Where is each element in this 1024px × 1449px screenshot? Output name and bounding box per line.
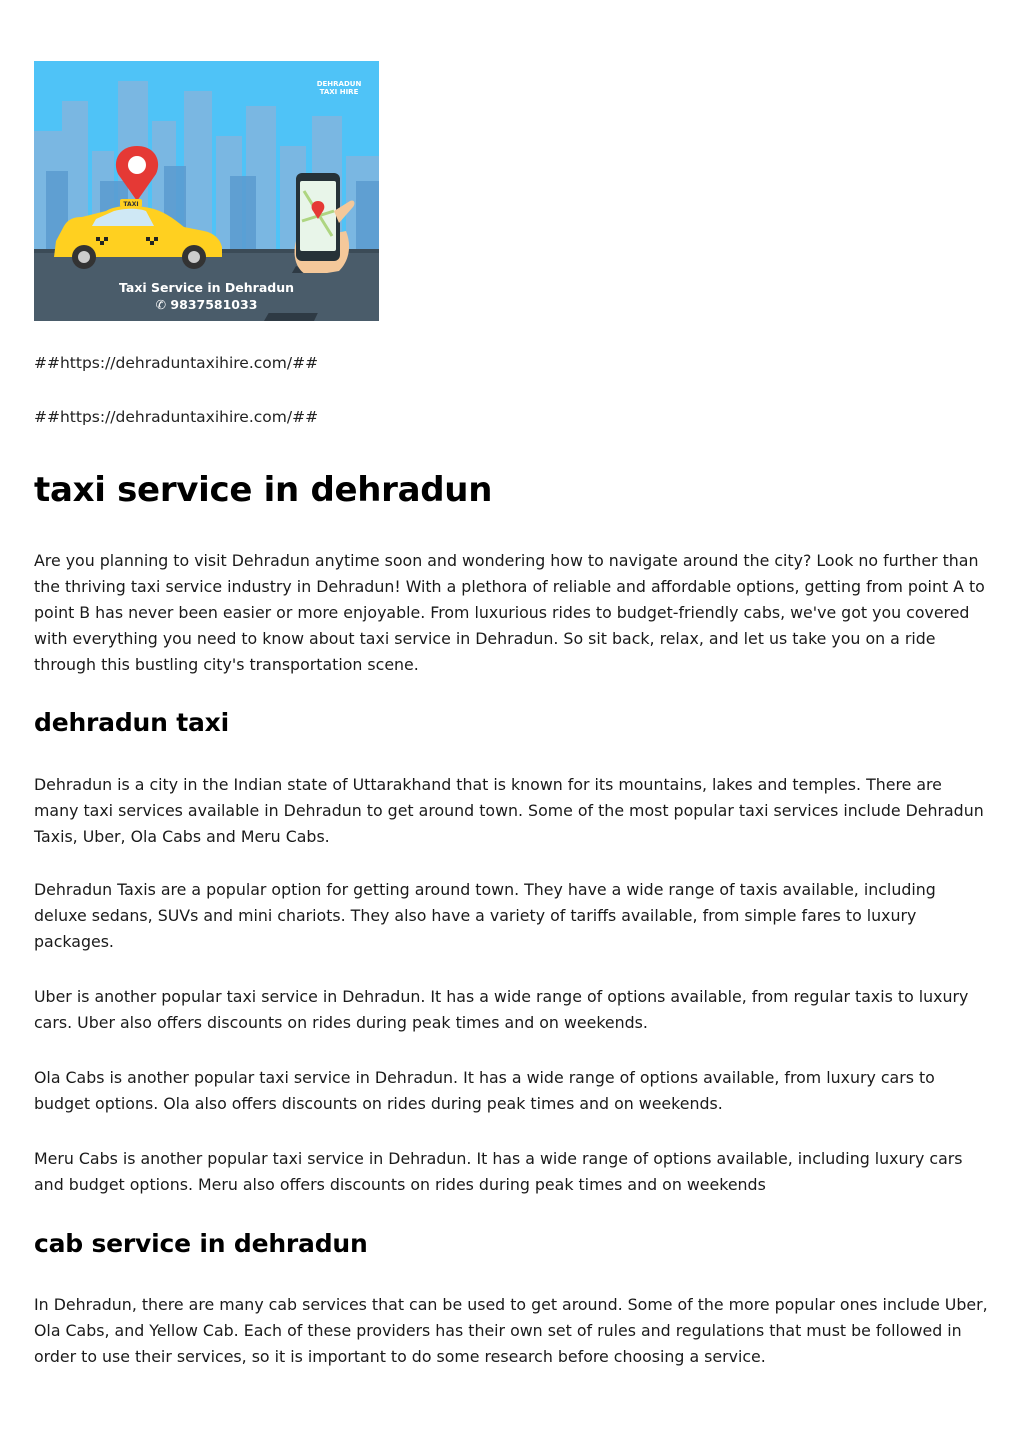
section-heading-dehradun-taxi: dehradun taxi [34, 708, 229, 737]
svg-text:TAXI: TAXI [123, 201, 139, 208]
intro-paragraph: Are you planning to visit Dehradun anytime soon and wondering how to navigate around the city? Look no further than the thriving taxi service industry in Dehradun! With a plethora of reliable and affordable options, getting from point A to point B has never been easier or more enjoyable. From luxurious rides to budget-friendly cabs, we've got you covered with everything you need to know about taxi service in Dehradun. So sit back, relax, and let us take you on a ride through this bustling city's transportation scene. [34, 551, 985, 674]
paragraph: Dehradun Taxis are a popular option for getting around town. They have a wide range of taxis available, including deluxe sedans, SUVs and mini chariots. They also have a variety of tariffs available, from simple fares to luxury packages. [34, 880, 936, 951]
brand-logo: DEHRADUN TAXI HIRE [316, 80, 362, 96]
website-link[interactable]: ##https://dehraduntaxihire.com/## [34, 354, 319, 372]
paragraph: Uber is another popular taxi service in Dehradun. It has a wide range of options available, from regular taxis to luxury cars. Uber also offers discounts on rides during peak times and on weekends. [34, 987, 969, 1032]
banner-image [34, 61, 379, 321]
banner-caption-title: Taxi Service in Dehradun [119, 280, 294, 295]
paragraph: Meru Cabs is another popular taxi service in Dehradun. It has a wide range of options available, including luxury cars and budget options. Meru also offers discounts on rides during peak times and on weekends [34, 1149, 963, 1194]
section-heading-cab-service: cab service in dehradun [34, 1229, 368, 1258]
banner-caption-phone: ✆ 9837581033 [155, 297, 258, 312]
paragraph: Dehradun is a city in the Indian state of Uttarakhand that is known for its mountains, lakes and temples. There are many taxi services available in Dehradun to get around town. Some of the most popular taxi services include Dehradun Taxis, Uber, Ola Cabs and Meru Cabs. [34, 775, 984, 846]
website-link[interactable]: ##https://dehraduntaxihire.com/## [34, 408, 319, 426]
page-title: taxi service in dehradun [34, 470, 493, 510]
paragraph: In Dehradun, there are many cab services that can be used to get around. Some of the more popular ones include Uber, Ola Cabs, and Yellow Cab. Each of these providers has their own set of rules and regulations that must be followed in order to use their services, so it is important to do some research before choosing a service. [34, 1295, 988, 1366]
banner-caption [34, 279, 379, 313]
paragraph: Ola Cabs is another popular taxi service in Dehradun. It has a wide range of options available, from luxury cars to budget options. Ola also offers discounts on rides during peak times and on weekends. [34, 1068, 935, 1113]
